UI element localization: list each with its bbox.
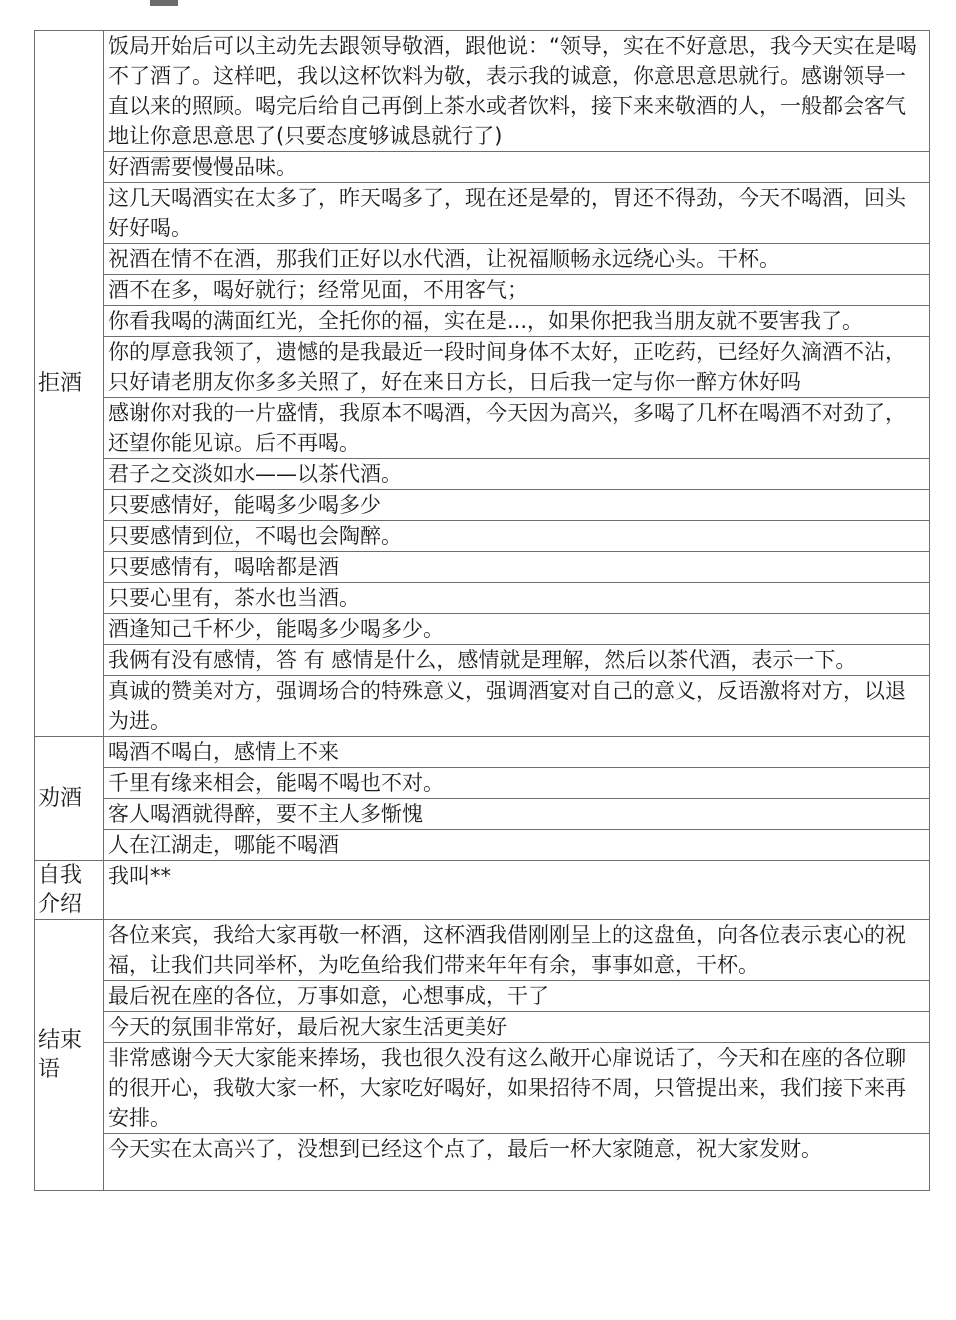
phrase-cell: 最后祝在座的各位，万事如意，心想事成，干了 <box>104 981 930 1012</box>
phrase-cell: 只要感情好，能喝多少喝多少 <box>104 490 930 521</box>
table-row <box>35 459 930 490</box>
phrase-cell: 千里有缘来相会，能喝不喝也不对。 <box>104 768 930 799</box>
table-row <box>35 737 930 768</box>
table-row <box>35 31 930 152</box>
phrase-cell: 酒不在多，喝好就行；经常见面，不用客气； <box>104 275 930 306</box>
table-row <box>35 1134 930 1191</box>
table-row <box>35 552 930 583</box>
table-row <box>35 398 930 459</box>
phrase-cell: 今天的氛围非常好，最后祝大家生活更美好 <box>104 1012 930 1043</box>
phrase-cell: 酒逢知己千杯少，能喝多少喝多少。 <box>104 614 930 645</box>
table-row <box>35 275 930 306</box>
table-row <box>35 583 930 614</box>
table-row <box>35 676 930 737</box>
table-row <box>35 799 930 830</box>
table-row <box>35 920 930 981</box>
category-label: 结束语 <box>35 920 104 1191</box>
phrase-cell: 好酒需要慢慢品味。 <box>104 152 930 183</box>
phrase-cell: 饭局开始后可以主动先去跟领导敬酒，跟他说：“领导，实在不好意思，我今天实在是喝不了酒了。这样吧，我以这杯饮料为敬，表示我的诚意，你意思意思就行。感谢领导一直以来的照顾。喝完后给自己再倒上茶水或者饮料，接下来来敬酒的人，一般都会客气地让你意思意思了(只要态度够诚恳就行了) <box>104 31 930 152</box>
phrase-cell: 君子之交淡如水——以茶代酒。 <box>104 459 930 490</box>
phrase-cell: 喝酒不喝白，感情上不来 <box>104 737 930 768</box>
phrase-cell: 只要感情有，喝啥都是酒 <box>104 552 930 583</box>
table-row <box>35 1043 930 1134</box>
phrase-cell: 人在江湖走，哪能不喝酒 <box>104 830 930 861</box>
phrase-cell: 我俩有没有感情，答 有 感情是什么，感情就是理解，然后以茶代酒，表示一下。 <box>104 645 930 676</box>
table-row <box>35 1012 930 1043</box>
table-row <box>35 614 930 645</box>
phrase-cell: 我叫** <box>104 861 930 920</box>
phrase-cell: 你的厚意我领了，遗憾的是我最近一段时间身体不太好，正吃药，已经好久滴酒不沾，只好请老朋友你多多关照了，好在来日方长，日后我一定与你一醉方休好吗 <box>104 337 930 398</box>
table-row <box>35 490 930 521</box>
phrase-cell: 感谢你对我的一片盛情，我原本不喝酒，今天因为高兴，多喝了几杯在喝酒不对劲了，还望你能见谅。后不再喝。 <box>104 398 930 459</box>
table-row <box>35 306 930 337</box>
phrase-cell: 客人喝酒就得醉，要不主人多惭愧 <box>104 799 930 830</box>
table-row <box>35 981 930 1012</box>
phrase-cell: 只要感情到位，不喝也会陶醉。 <box>104 521 930 552</box>
phrase-cell: 祝酒在情不在酒，那我们正好以水代酒，让祝福顺畅永远绕心头。干杯。 <box>104 244 930 275</box>
phrase-cell: 你看我喝的满面红光，全托你的福，实在是...，如果你把我当朋友就不要害我了。 <box>104 306 930 337</box>
table-row <box>35 830 930 861</box>
table-row <box>35 521 930 552</box>
top-edge-mark <box>150 0 178 6</box>
table-row <box>35 183 930 244</box>
table-row <box>35 768 930 799</box>
phrase-cell: 今天实在太高兴了，没想到已经这个点了，最后一杯大家随意，祝大家发财。 <box>104 1134 930 1191</box>
category-label: 劝酒 <box>35 737 104 861</box>
table-row <box>35 152 930 183</box>
phrase-cell: 这几天喝酒实在太多了，昨天喝多了，现在还是晕的，胃还不得劲，今天不喝酒，回头好好喝。 <box>104 183 930 244</box>
table-row <box>35 337 930 398</box>
table-row <box>35 861 930 920</box>
phrase-cell: 真诚的赞美对方，强调场合的特殊意义，强调酒宴对自己的意义，反语激将对方，以退为进。 <box>104 676 930 737</box>
phrase-cell: 只要心里有，茶水也当酒。 <box>104 583 930 614</box>
toast-phrases-table <box>34 30 930 1191</box>
category-label: 自我介绍 <box>35 861 104 920</box>
phrase-cell: 各位来宾，我给大家再敬一杯酒，这杯酒我借刚刚呈上的这盘鱼，向各位表示衷心的祝福，让我们共同举杯，为吃鱼给我们带来年年有余，事事如意，干杯。 <box>104 920 930 981</box>
table-row <box>35 645 930 676</box>
category-label: 拒酒 <box>35 31 104 737</box>
phrase-cell: 非常感谢今天大家能来捧场，我也很久没有这么敞开心扉说话了，今天和在座的各位聊的很开心，我敬大家一杯，大家吃好喝好，如果招待不周，只管提出来，我们接下来再安排。 <box>104 1043 930 1134</box>
table-row <box>35 244 930 275</box>
